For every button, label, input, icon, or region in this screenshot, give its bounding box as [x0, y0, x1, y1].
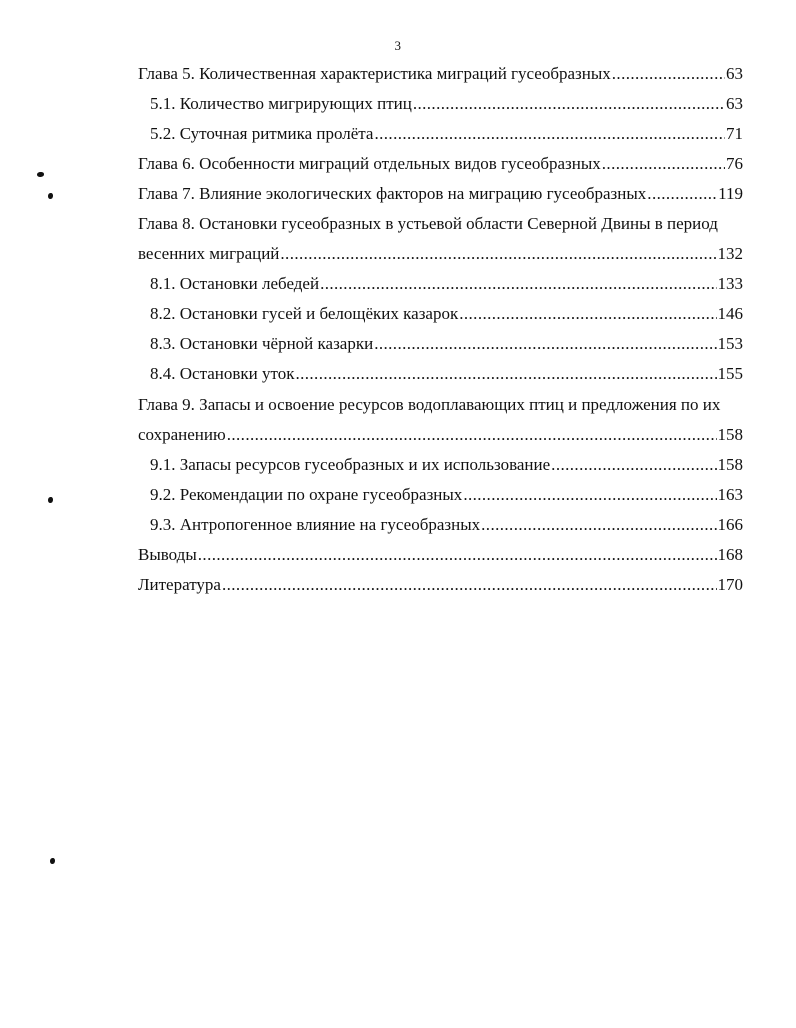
toc-leader-dots — [222, 572, 717, 598]
toc-entry-title: 8.1. Остановки лебедей — [150, 274, 320, 293]
toc-entry-title: сохранению — [138, 425, 226, 444]
toc-leader-dots — [295, 361, 716, 387]
toc-leader-dots — [198, 542, 717, 568]
toc-leader-dots — [374, 331, 716, 357]
toc-entry-page: 158 — [717, 425, 743, 444]
toc-entry-page: 119 — [718, 184, 743, 203]
toc-leader-dots — [374, 121, 725, 147]
toc-entry-8-2 — [150, 301, 743, 327]
toc-entry-page: 158 — [717, 455, 743, 474]
toc-entry-title: Глава 5. Количественная характеристика миграций гусеобразных — [138, 64, 611, 83]
toc-entry-page: 170 — [717, 575, 743, 594]
toc-entry-9-3 — [150, 512, 743, 538]
toc-entry-chapter-9-line2 — [138, 422, 743, 448]
toc-leader-dots — [459, 301, 716, 327]
scan-speck — [50, 858, 55, 864]
toc-entry-title: 9.2. Рекомендации по охране гусеобразных — [150, 485, 463, 504]
toc-entry-conclusions — [138, 542, 743, 568]
toc-entry-title: Глава 7. Влияние экологических факторов на миграцию гусеобразных — [138, 184, 647, 203]
toc-entry-page: 71 — [726, 124, 743, 143]
toc-entry-title: 9.1. Запасы ресурсов гусеобразных и их использование — [150, 455, 551, 474]
toc-entry-page: 163 — [717, 485, 743, 504]
toc-entry-title: Глава 9. Запасы и освоение ресурсов водоплавающих птиц и предложения по их — [138, 395, 721, 414]
toc-entry-page: 155 — [717, 364, 743, 383]
toc-entry-9-1 — [150, 452, 743, 478]
scan-speck — [48, 193, 53, 199]
toc-entry-chapter-6 — [138, 151, 743, 177]
toc-entry-9-2 — [150, 482, 743, 508]
toc-entry-page: 63 — [726, 64, 743, 83]
toc-entry-title: Выводы — [138, 545, 197, 564]
scan-speck — [37, 172, 44, 177]
toc-entry-chapter-8-line2 — [138, 241, 743, 267]
toc-entry-title: Литература — [138, 575, 221, 594]
toc-entry-page: 153 — [717, 334, 743, 353]
toc-entry-chapter-9-line1 — [138, 392, 743, 418]
toc-entry-8-4 — [150, 361, 743, 387]
toc-entry-title: 5.1. Количество мигрирующих птиц — [150, 94, 412, 113]
toc-entry-chapter-7 — [138, 181, 743, 207]
toc-leader-dots — [413, 91, 725, 117]
toc-entry-title: весенних миграций — [138, 244, 280, 263]
toc-leader-dots — [481, 512, 716, 538]
toc-entry-literature — [138, 572, 743, 598]
toc-entry-page: 133 — [717, 274, 743, 293]
toc-entry-title: Глава 8. Остановки гусеобразных в устьевой области Северной Двины в период — [138, 214, 718, 233]
toc-entry-page: 166 — [717, 515, 743, 534]
toc-entry-5-1 — [150, 91, 743, 117]
toc-entry-chapter-8-line1 — [138, 211, 743, 237]
toc-entry-page: 76 — [726, 154, 743, 173]
toc-entry-title: 8.4. Остановки уток — [150, 364, 295, 383]
page-number: 3 — [394, 38, 402, 53]
toc-entry-page: 168 — [717, 545, 743, 564]
toc-entry-title: Глава 6. Особенности миграций отдельных видов гусеобразных — [138, 154, 601, 173]
toc-leader-dots — [280, 241, 716, 267]
toc-entry-page: 132 — [717, 244, 743, 263]
toc-entry-page: 146 — [717, 304, 743, 323]
toc-entry-5-2 — [150, 121, 743, 147]
toc-leader-dots — [602, 151, 725, 177]
toc-entry-title: 5.2. Суточная ритмика пролёта — [150, 124, 374, 143]
toc-entry-title: 8.3. Остановки чёрной казарки — [150, 334, 374, 353]
toc-entry-8-3 — [150, 331, 743, 357]
toc-entry-8-1 — [150, 271, 743, 297]
toc-leader-dots — [647, 181, 717, 207]
toc-leader-dots — [320, 271, 716, 297]
toc-leader-dots — [551, 452, 716, 478]
toc-entry-page: 63 — [726, 94, 743, 113]
toc-entry-title: 9.3. Антропогенное влияние на гусеобразных — [150, 515, 481, 534]
toc-entry-title: 8.2. Остановки гусей и белощёких казарок — [150, 304, 459, 323]
scan-speck — [48, 497, 53, 503]
toc-leader-dots — [463, 482, 716, 508]
toc-leader-dots — [612, 61, 725, 87]
toc-leader-dots — [227, 422, 717, 448]
toc-entry-chapter-5 — [138, 61, 743, 87]
